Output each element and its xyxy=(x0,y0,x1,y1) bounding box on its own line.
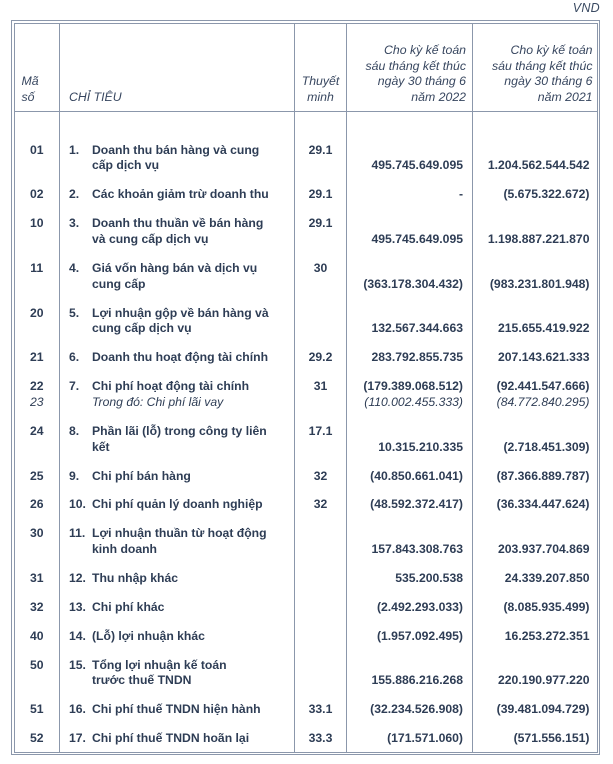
row-label-line2: và cung cấp dịch vụ xyxy=(92,231,209,246)
row-note-ref xyxy=(295,652,347,697)
table-row xyxy=(15,463,598,492)
row-label xyxy=(60,373,295,418)
row-label-text xyxy=(92,379,288,411)
row-note-ref: 32 xyxy=(295,463,347,492)
row-code xyxy=(15,300,60,345)
statement-table-frame xyxy=(11,20,600,755)
row-code-primary: 11 xyxy=(30,260,44,275)
table-row xyxy=(15,725,598,752)
row-code-primary: 26 xyxy=(29,497,44,512)
row-label-text xyxy=(92,658,288,690)
row-label xyxy=(60,300,295,345)
row-label-text xyxy=(92,629,288,645)
currency-unit-label: VND xyxy=(572,1,600,15)
row-number: 8. xyxy=(69,423,80,438)
row-code xyxy=(15,255,60,300)
row-value-2021: 207.143.621.333 xyxy=(498,350,590,365)
table-row xyxy=(15,520,598,565)
row-code-primary: 20 xyxy=(29,305,44,320)
row-number: 5. xyxy=(69,305,80,320)
row-label xyxy=(60,463,295,492)
row-note-ref: 30 xyxy=(295,255,347,300)
row-code-primary: 25 xyxy=(29,468,44,483)
row-value-2021: 1.198.887.221.870 xyxy=(487,231,590,246)
row-label-text xyxy=(92,702,288,718)
gap-cell-code xyxy=(15,111,60,137)
row-label xyxy=(60,210,295,255)
table-row xyxy=(15,255,598,300)
row-value-2021: (983.231.801.948) xyxy=(489,276,590,291)
row-value-2022-subline: (110.002.455.333) xyxy=(364,395,463,409)
row-code-primary: 01 xyxy=(29,142,44,157)
row-number: 9. xyxy=(69,468,80,483)
row-number: 4. xyxy=(69,260,80,275)
row-number: 12. xyxy=(69,571,86,586)
row-code-primary: 52 xyxy=(29,731,44,746)
row-label-text xyxy=(92,187,288,203)
period-2022-line2: sáu tháng kết thúc xyxy=(365,58,466,73)
row-number: 17. xyxy=(69,731,86,746)
row-label-line1: Tổng lợi nhuận kế toán xyxy=(92,657,227,672)
row-label xyxy=(60,255,295,300)
row-label xyxy=(60,623,295,652)
row-note-ref: 29.1 xyxy=(295,181,347,210)
row-label xyxy=(60,181,295,210)
row-label-line2: kinh doanh xyxy=(92,542,157,557)
row-value-2022-primary: (179.389.068.512) xyxy=(363,379,463,394)
row-label-line2: cung cấp xyxy=(92,276,146,291)
row-label xyxy=(60,418,295,463)
row-value-2021: (8.085.935.499) xyxy=(503,599,590,614)
period-2021-line3: ngày 30 tháng 6 xyxy=(504,74,593,89)
row-value-2021: (36.334.447.624) xyxy=(496,497,590,512)
row-value-2022 xyxy=(347,373,473,418)
row-value-2022: (1.957.092.495) xyxy=(347,623,473,652)
column-header-period-2021 xyxy=(473,24,598,112)
row-value-2022: 535.200.538 xyxy=(347,565,473,594)
row-value-2021: (87.366.889.787) xyxy=(496,468,590,483)
period-2021-line1: Cho kỳ kế toán xyxy=(510,43,593,58)
row-label-text xyxy=(92,526,288,558)
row-label xyxy=(60,725,295,752)
row-code-primary: 31 xyxy=(29,571,44,586)
row-note-ref xyxy=(295,520,347,565)
row-value-2021: 24.339.207.850 xyxy=(504,571,590,586)
row-value-2022: (40.850.661.041) xyxy=(347,463,473,492)
row-label-line1: Doanh thu thuần về bán hàng xyxy=(92,216,264,231)
row-note-ref xyxy=(295,594,347,623)
row-label-line1: Phần lãi (lỗ) trong công ty liên xyxy=(92,423,267,438)
row-number: 3. xyxy=(69,216,80,231)
row-value-2022: - xyxy=(347,181,473,210)
row-code xyxy=(15,725,60,752)
row-label-subline: Trong đó: Chi phí lãi vay xyxy=(92,395,224,409)
row-label-line1: Chi phí khác xyxy=(92,599,165,614)
row-code xyxy=(15,181,60,210)
table-row xyxy=(15,137,598,182)
row-value-2021: 220.190.977.220 xyxy=(498,673,590,688)
row-label-line1: Chi phí thuế TNDN hoãn lại xyxy=(92,731,250,746)
row-code xyxy=(15,491,60,520)
row-note-ref: 32 xyxy=(295,491,347,520)
gap-cell-2022 xyxy=(347,111,473,137)
row-number: 1. xyxy=(69,142,80,157)
row-code xyxy=(15,652,60,697)
row-value-2022: 155.886.216.268 xyxy=(347,652,473,697)
column-header-note-line2: minh xyxy=(307,89,334,104)
row-code-primary: 51 xyxy=(29,702,44,717)
row-value-2022: (171.571.060) xyxy=(347,725,473,752)
period-2022-line3: ngày 30 tháng 6 xyxy=(377,74,466,89)
row-value-2021: 215.655.419.922 xyxy=(498,321,590,336)
row-number: 11. xyxy=(69,526,86,541)
table-row xyxy=(15,373,598,418)
column-header-code-text: Mã số xyxy=(21,74,39,104)
row-code xyxy=(15,210,60,255)
row-value-2021-subline: (84.772.840.295) xyxy=(496,395,590,409)
row-label-text xyxy=(92,143,288,175)
row-value-2021: (2.718.451.309) xyxy=(503,439,590,454)
row-label-text xyxy=(92,497,288,513)
row-code-secondary: 23 xyxy=(29,395,44,409)
row-label xyxy=(60,652,295,697)
row-code xyxy=(15,418,60,463)
row-value-2022: (2.492.293.033) xyxy=(347,594,473,623)
row-value-2022: 132.567.344.663 xyxy=(347,300,473,345)
row-label-line1: Lợi nhuận thuần từ hoạt động xyxy=(92,526,267,541)
row-label-line1: Lợi nhuận gộp về bán hàng và xyxy=(92,305,269,320)
row-value-2021: 16.253.272.351 xyxy=(504,628,590,643)
row-label-line2: trước thuế TNDN xyxy=(92,673,192,688)
table-row xyxy=(15,565,598,594)
row-code xyxy=(15,594,60,623)
row-number: 10. xyxy=(69,497,86,512)
row-label-line1: Doanh thu hoạt động tài chính xyxy=(92,350,269,365)
row-label-line2: kết xyxy=(92,439,110,454)
table-row xyxy=(15,491,598,520)
row-label-line1: Chi phí quản lý doanh nghiệp xyxy=(92,497,263,512)
row-note-ref: 29.1 xyxy=(295,210,347,255)
table-row xyxy=(15,623,598,652)
row-label-line2: cung cấp dịch vụ xyxy=(92,321,192,336)
income-statement-table xyxy=(15,24,598,753)
row-note-ref: 29.2 xyxy=(295,344,347,373)
row-code-primary: 50 xyxy=(29,657,44,672)
row-code-primary: 32 xyxy=(29,599,44,614)
row-label-line1: Doanh thu bán hàng và cung xyxy=(92,142,260,157)
row-label-text xyxy=(92,469,288,485)
row-value-2022: 495.745.649.095 xyxy=(347,210,473,255)
row-note-ref: 17.1 xyxy=(295,418,347,463)
row-code xyxy=(15,623,60,652)
row-value-2022: 283.792.855.735 xyxy=(347,344,473,373)
column-header-item-text: CHỈ TIÊU xyxy=(69,89,122,104)
table-row xyxy=(15,344,598,373)
row-label-line1: Các khoản giảm trừ doanh thu xyxy=(92,187,269,202)
row-code xyxy=(15,137,60,182)
column-header-code xyxy=(15,24,60,112)
row-label-text xyxy=(92,216,288,248)
row-number: 14. xyxy=(69,628,86,643)
row-value-2021: 203.937.704.869 xyxy=(498,542,590,557)
row-label xyxy=(60,594,295,623)
table-row xyxy=(15,418,598,463)
row-label-line2: cấp dịch vụ xyxy=(92,158,160,173)
row-value-2021: (5.675.322.672) xyxy=(503,187,590,202)
row-label-text xyxy=(92,571,288,587)
row-code-primary: 02 xyxy=(29,187,44,202)
row-label-line1: Chi phí bán hàng xyxy=(92,468,191,483)
table-row xyxy=(15,696,598,725)
row-label xyxy=(60,565,295,594)
row-number: 7. xyxy=(69,379,80,394)
statement-table-inner xyxy=(14,23,598,753)
row-code-primary: 22 xyxy=(29,379,44,394)
period-2021-line2: sáu tháng kết thúc xyxy=(492,58,593,73)
row-value-2021 xyxy=(473,373,598,418)
header-gap-row xyxy=(15,111,598,137)
table-header xyxy=(15,24,598,112)
gap-cell-2021 xyxy=(473,111,598,137)
row-code-primary: 24 xyxy=(29,423,44,438)
row-value-2021: 1.204.562.544.542 xyxy=(487,158,590,173)
row-label-text xyxy=(92,424,288,456)
row-number: 15. xyxy=(69,657,86,672)
row-label-text xyxy=(92,350,288,366)
table-row xyxy=(15,210,598,255)
row-label-line1: (Lỗ) lợi nhuận khác xyxy=(92,628,205,643)
row-label-text xyxy=(92,261,288,293)
column-header-period-2022 xyxy=(347,24,473,112)
row-label xyxy=(60,520,295,565)
row-note-ref: 33.3 xyxy=(295,725,347,752)
table-row xyxy=(15,594,598,623)
row-code-primary: 40 xyxy=(29,628,44,643)
row-value-2022: 157.843.308.763 xyxy=(347,520,473,565)
period-2022-line1: Cho kỳ kế toán xyxy=(383,43,466,58)
row-code xyxy=(15,565,60,594)
row-code xyxy=(15,344,60,373)
row-label-line1: Chi phí hoạt động tài chính xyxy=(92,379,250,394)
table-row xyxy=(15,181,598,210)
row-note-ref xyxy=(295,565,347,594)
row-label-text xyxy=(92,600,288,616)
row-label-line1: Chi phí thuế TNDN hiện hành xyxy=(92,702,261,717)
row-label-line1: Giá vốn hàng bán và dịch vụ xyxy=(92,260,258,275)
column-header-note-line1: Thuyết xyxy=(301,74,340,89)
period-2022-line4: năm 2022 xyxy=(411,89,466,104)
row-note-ref: 33.1 xyxy=(295,696,347,725)
row-code xyxy=(15,463,60,492)
row-value-2021-primary: (92.441.547.666) xyxy=(496,379,590,394)
row-note-ref xyxy=(295,300,347,345)
row-label xyxy=(60,344,295,373)
row-label xyxy=(60,696,295,725)
row-value-2022: 495.745.649.095 xyxy=(347,137,473,182)
table-header-row xyxy=(15,24,598,112)
row-number: 6. xyxy=(69,350,80,365)
row-code-primary: 10 xyxy=(29,216,44,231)
gap-cell-item xyxy=(60,111,295,137)
row-code-primary: 21 xyxy=(29,350,44,365)
row-value-2022: (48.592.372.417) xyxy=(347,491,473,520)
row-number: 13. xyxy=(69,599,86,614)
row-note-ref: 31 xyxy=(295,373,347,418)
row-value-2022: (363.178.304.432) xyxy=(347,255,473,300)
gap-cell-note xyxy=(295,111,347,137)
column-header-item xyxy=(60,24,295,112)
column-header-note xyxy=(295,24,347,112)
row-code xyxy=(15,520,60,565)
row-code xyxy=(15,373,60,418)
row-code xyxy=(15,696,60,725)
table-row xyxy=(15,652,598,697)
table-row xyxy=(15,300,598,345)
row-label-text xyxy=(92,306,288,338)
period-2021-line4: năm 2021 xyxy=(537,89,593,104)
row-value-2022: 10.315.210.335 xyxy=(347,418,473,463)
row-label xyxy=(60,491,295,520)
row-note-ref xyxy=(295,623,347,652)
row-value-2022: (32.234.526.908) xyxy=(347,696,473,725)
row-value-2021: (39.481.094.729) xyxy=(496,702,590,717)
row-value-2021: (571.556.151) xyxy=(513,731,590,746)
row-label xyxy=(60,137,295,182)
row-code-primary: 30 xyxy=(29,526,44,541)
row-number: 16. xyxy=(69,702,86,717)
row-note-ref: 29.1 xyxy=(295,137,347,182)
table-body xyxy=(15,111,598,752)
row-number: 2. xyxy=(69,187,80,202)
row-label-text xyxy=(92,731,288,747)
row-label-line1: Thu nhập khác xyxy=(92,571,178,586)
